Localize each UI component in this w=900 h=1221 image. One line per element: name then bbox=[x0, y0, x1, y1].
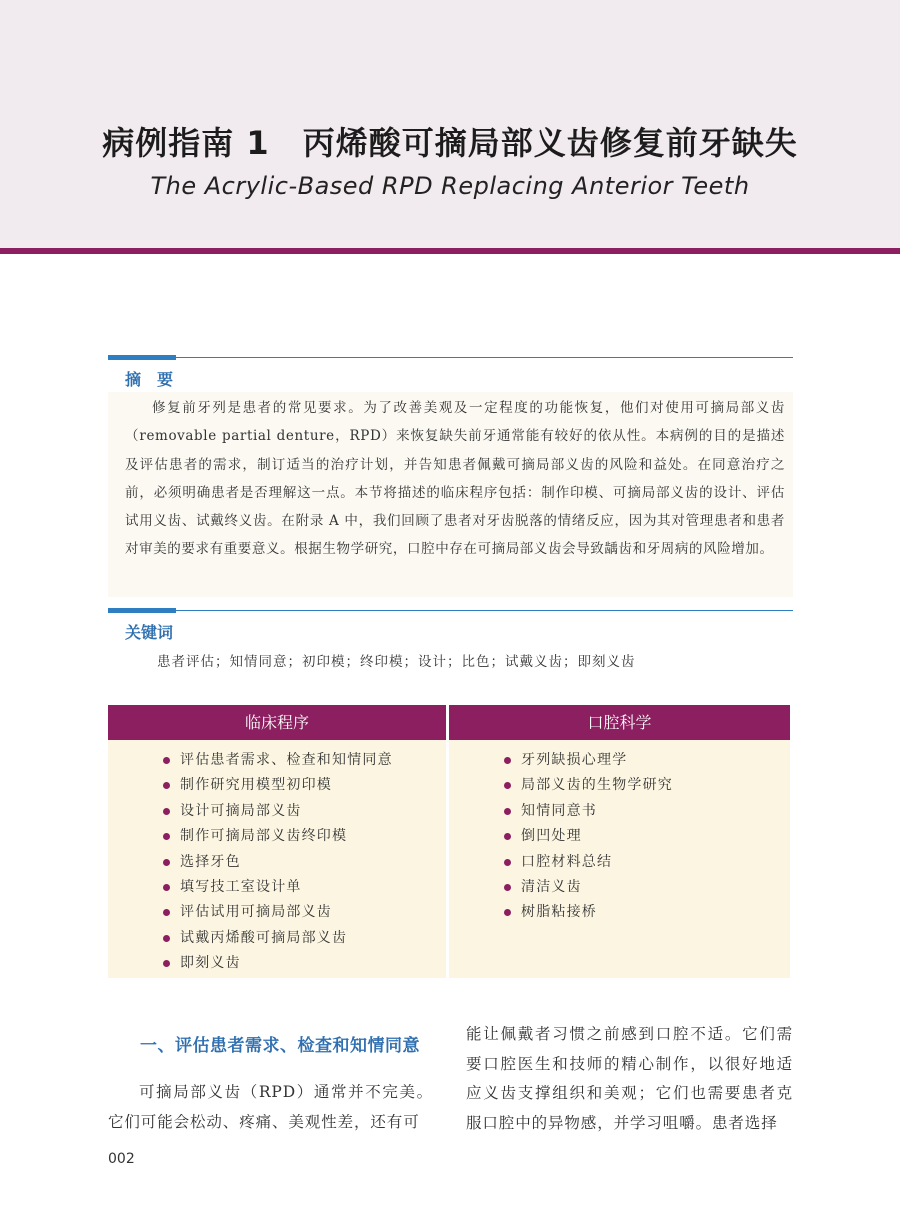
dental-science-item: 树脂粘接桥 bbox=[503, 900, 673, 925]
clinical-procedure-item: 即刻义齿 bbox=[162, 951, 393, 976]
clinical-procedure-item: 评估患者需求、检查和知情同意 bbox=[162, 748, 393, 773]
body-paragraph-left: 可摘局部义齿（RPD）通常并不完美。它们可能会松动、疼痛、美观性差，还有可 bbox=[108, 1083, 433, 1131]
clinical-procedure-item: 选择牙色 bbox=[162, 850, 393, 875]
table-header-dental-science: 口腔科学 bbox=[449, 705, 790, 740]
keywords-text: 患者评估；知情同意；初印模；终印模；设计；比色；试戴义齿；即刻义齿 bbox=[157, 654, 636, 670]
clinical-procedure-list bbox=[162, 748, 393, 977]
dental-science-item: 口腔材料总结 bbox=[503, 850, 673, 875]
dental-science-item: 牙列缺损心理学 bbox=[503, 748, 673, 773]
header-divider bbox=[0, 248, 900, 254]
clinical-procedure-item: 设计可摘局部义齿 bbox=[162, 799, 393, 824]
abstract-text: 修复前牙列是患者的常见要求。为了改善美观及一定程度的功能恢复，他们对使用可摘局部义齿（removable partial denture，RPD）来恢复缺失前牙通常能有较好的依从性。本病例的目的是描述及评估患者的需求，制订适当的治疗计划，并告知患者佩戴可摘局部义齿的风险和益处。在同意治疗之前，必须明确患者是否理解这一点。本节将描述的临床程序包括：制作印模、可摘局部义齿的设计、评估试用义齿、试戴终义齿。在附录 A 中，我们回顾了患者对牙齿脱落的情绪反应，因为其对管理患者和患者对审美的要求有重要意义。根据生物学研究，口腔中存在可摘局部义齿会导致龋齿和牙周病的风险增加。 bbox=[125, 400, 785, 558]
dental-science-item: 知情同意书 bbox=[503, 799, 673, 824]
clinical-procedure-item: 评估试用可摘局部义齿 bbox=[162, 900, 393, 925]
keywords-rule-tab bbox=[108, 608, 176, 613]
body-paragraph-right: 能让佩戴者习惯之前感到口腔不适。它们需要口腔医生和技师的精心制作，以很好地适应义齿支撑组织和美观；它们也需要患者克服口腔中的异物感，并学习咀嚼。患者选择 bbox=[466, 1025, 793, 1132]
clinical-procedure-item: 填写技工室设计单 bbox=[162, 875, 393, 900]
page-number: 002 bbox=[108, 1151, 135, 1167]
keywords-heading: 关键词 bbox=[125, 623, 174, 642]
table-header-clinical: 临床程序 bbox=[108, 705, 446, 740]
dental-science-list bbox=[503, 748, 673, 926]
clinical-procedure-item: 试戴丙烯酸可摘局部义齿 bbox=[162, 926, 393, 951]
abstract-rule bbox=[108, 357, 793, 358]
section-heading: 一、评估患者需求、检查和知情同意 bbox=[140, 1036, 420, 1056]
chapter-subtitle: The Acrylic-Based RPD Replacing Anterior Teeth bbox=[150, 172, 750, 200]
clinical-procedure-item: 制作研究用模型初印模 bbox=[162, 773, 393, 798]
abstract-rule-tab bbox=[108, 355, 176, 360]
chapter-title: 病例指南 1 丙烯酸可摘局部义齿修复前牙缺失 bbox=[102, 124, 798, 162]
keywords-rule bbox=[108, 610, 793, 611]
dental-science-item: 倒凹处理 bbox=[503, 824, 673, 849]
abstract-heading: 摘 要 bbox=[125, 370, 174, 389]
dental-science-item: 清洁义齿 bbox=[503, 875, 673, 900]
dental-science-item: 局部义齿的生物学研究 bbox=[503, 773, 673, 798]
clinical-procedure-item: 制作可摘局部义齿终印模 bbox=[162, 824, 393, 849]
